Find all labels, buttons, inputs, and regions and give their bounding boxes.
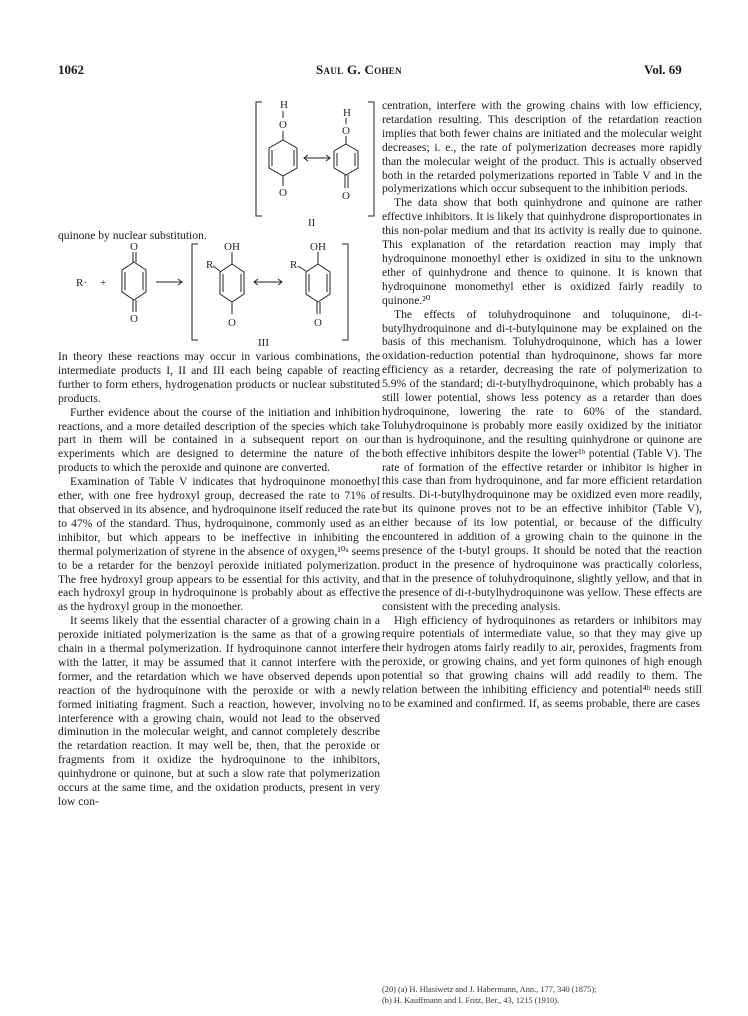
plus-sign: + [100, 277, 107, 289]
left-column [58, 350, 380, 809]
atom-OH-b: OH [310, 241, 326, 253]
atom-OH-a: OH [224, 241, 240, 253]
ring-a [220, 264, 244, 302]
paragraph: Further evidence about the course of the initiation and inhibition reactions, and a more detailed description of the species which take part in them will be contained in a subsequent report on our experiments which are designed to determine the nature of the products to which the peroxide and quinone are converted. [58, 405, 380, 475]
footnote-line: (b) H. Kauffmann and I. Fritz, Ber., 43, 1215 (1910). [382, 996, 560, 1005]
page-number: 1062 [58, 62, 84, 77]
benzene-ring-left [269, 140, 297, 176]
structure-III-diagram [70, 240, 360, 350]
atom-O-q1: O [130, 241, 138, 253]
paragraph: quinone by nuclear substitution. [58, 229, 207, 242]
footnote-line: (20) (a) H. Hlasiwetz and J. Habermann, Ann., 177, 340 (1875); [382, 985, 597, 994]
footnote [382, 984, 702, 1006]
paragraph: In theory these reactions may occur in various combinations, the intermediate products I, II and III each being capable of reacting further to form ethers, hydrogenation products or nuclear substituted products. [58, 350, 380, 405]
paragraph: The data show that both quinhydrone and quinone are rather effective inhibitors. It is likely that quinhydrone disproportionates in this non-polar medium and that its activity is really due to quinone. This explanation of the retardation reaction may imply that hydroquinone monoethyl ether is oxidized in situ to the unknown ether of quinhydrone and thence to quinone. It is known that hydroquinone monomethyl ether is oxidized fairly readily to quinone.²⁰ [382, 196, 702, 307]
bond [213, 266, 220, 271]
paragraph: It seems likely that the essential character of a growing chain in a peroxide initiated polymerization is the same as that of a growing chain in a thermal polymerization. If hydroquinone cannot interfere with the latter, it may be assumed that it cannot interfere with the former, and the retardation which we have observed depends upon reaction of the hydroquinone with the peroxide or with a newly formed initiating fragment. Such a reaction, however, involving no interference with a growing chain, would not lead to the observed diminution in the molecular weight, and cannot completely describe the retardation reaction. It may well be, then, that the peroxide or fragments from it oxidize the hydroquinone to the inhibitors, quinhydrone or quinone, but at such a slow rate that polymerization occurs at the same time, and the oxidation products, present in very low con- [58, 614, 380, 808]
atom-O1: O [279, 119, 287, 131]
benzene-ring-right [334, 144, 358, 175]
paragraph: Examination of Table V indicates that hydroquinone monoethyl ether, with one free hydroxyl group, decreased the rate to 71% of that observed in its absence, and hydroquinone itself reduced the rate to 47% of the standard. Thus, hydroquinone, commonly used as an inhibitor, but which appears to be ineffective in inhibiting the thermal polymerization of styrene in the absence of oxygen,¹⁰ᵃ seems to be a retarder for the benzoyl peroxide initiated polymerization. The free hydroxyl group appears to be essential for this activity, and each hydroxyl group in hydroquinone is probably about as effective as the hydroxyl group in the monoether. [58, 475, 380, 614]
volume-label: Vol. 69 [644, 62, 682, 77]
bracket-right [342, 244, 348, 340]
right-column [382, 99, 702, 711]
atom-O3: O [342, 125, 350, 137]
quinone-ring [122, 262, 146, 300]
atom-O-q2: O [130, 313, 138, 325]
paragraph: centration, interfere with the growing chains with low efficiency, retardation resulting. This description of the retardation reaction implies that both fewer chains are initiated and the molecular weight decreases; i. e., the rate of polymerization decreases more rapidly than the molecular weight of the product. This is actually observed both in the retarded polymerizations reported in Table V and in the polymerizations which occur subsequent to the inhibition periods. [382, 99, 702, 196]
ring-b [306, 264, 330, 302]
atom-H2: H [343, 107, 351, 119]
structure-label-II: II [308, 217, 316, 228]
atom-R-a: R [206, 259, 214, 271]
structure-label-III: III [258, 337, 269, 349]
atom-O-b: O [314, 317, 322, 329]
bond [298, 266, 306, 271]
atom-O4: O [342, 190, 350, 202]
radical-R: R· [76, 277, 87, 289]
paragraph: High efficiency of hydroquinones as retarders or inhibitors may require potentials of intermediate value, so that they may give up their hydrogen atoms fairly readily to air, peroxides, fragments from peroxide, or growing chains, and yet form quinones of high enough potential so that growing chains will add readily to them. The relation between the inhibiting efficiency and potential⁴ᵇ needs still to be examined and confirmed. If, as seems probable, there are cases [382, 613, 702, 710]
atom-O2: O [279, 187, 287, 199]
bracket-left [192, 244, 198, 340]
atom-H1: H [280, 99, 288, 111]
atom-O-a: O [228, 317, 236, 329]
running-header-author: Saul G. Cohen [316, 62, 402, 77]
paragraph: The effects of toluhydroquinone and toluquinone, di-t-butylhydroquinone and di-t-butylquinone may be explained on the basis of this mechanism. Toluhydroquinone, which has a lower oxidation-reduction potential than hydroquinone, shows far more efficiency as a retarder, decreasing the rate of polymerization to 5.9% of the standard; di-t-butylhydroquinone, which probably has a still lower potential, shows less potency as a retarder than does hydroquinone, lowering the rate to 60% of the standard. Toluhydroquinone is probably more easily oxidized by the initiator than is hydroquinone, and the resulting quinhydrone or quinone are both effective inhibitors despite the lower¹ᵇ potential (Table V). The rate of formation of the effective retarder or inhibitor is higher in this case than from hydroquinone, and far more efficient retardation results. Di-t-butylhydroquinone may be oxidized even more readily, but its quinone proves not to be an effective inhibitor (Table V), either because of its low potential, or because of the difficulty encountered in addition of a growing chain to the quinone in the presence of the t-butyl groups. It should be noted that the reaction product in the presence of hydroquinone was practically colorless, that in the presence of toluhydroquinone, slightly yellow, and that in the presence of di-t-butylhydroquinone was yellow. These effects are consistent with the preceding analysis. [382, 307, 702, 613]
structure-II-diagram [250, 96, 380, 228]
bracket-right [368, 102, 374, 216]
bracket-left [256, 102, 262, 216]
atom-R-b: R [290, 259, 298, 271]
